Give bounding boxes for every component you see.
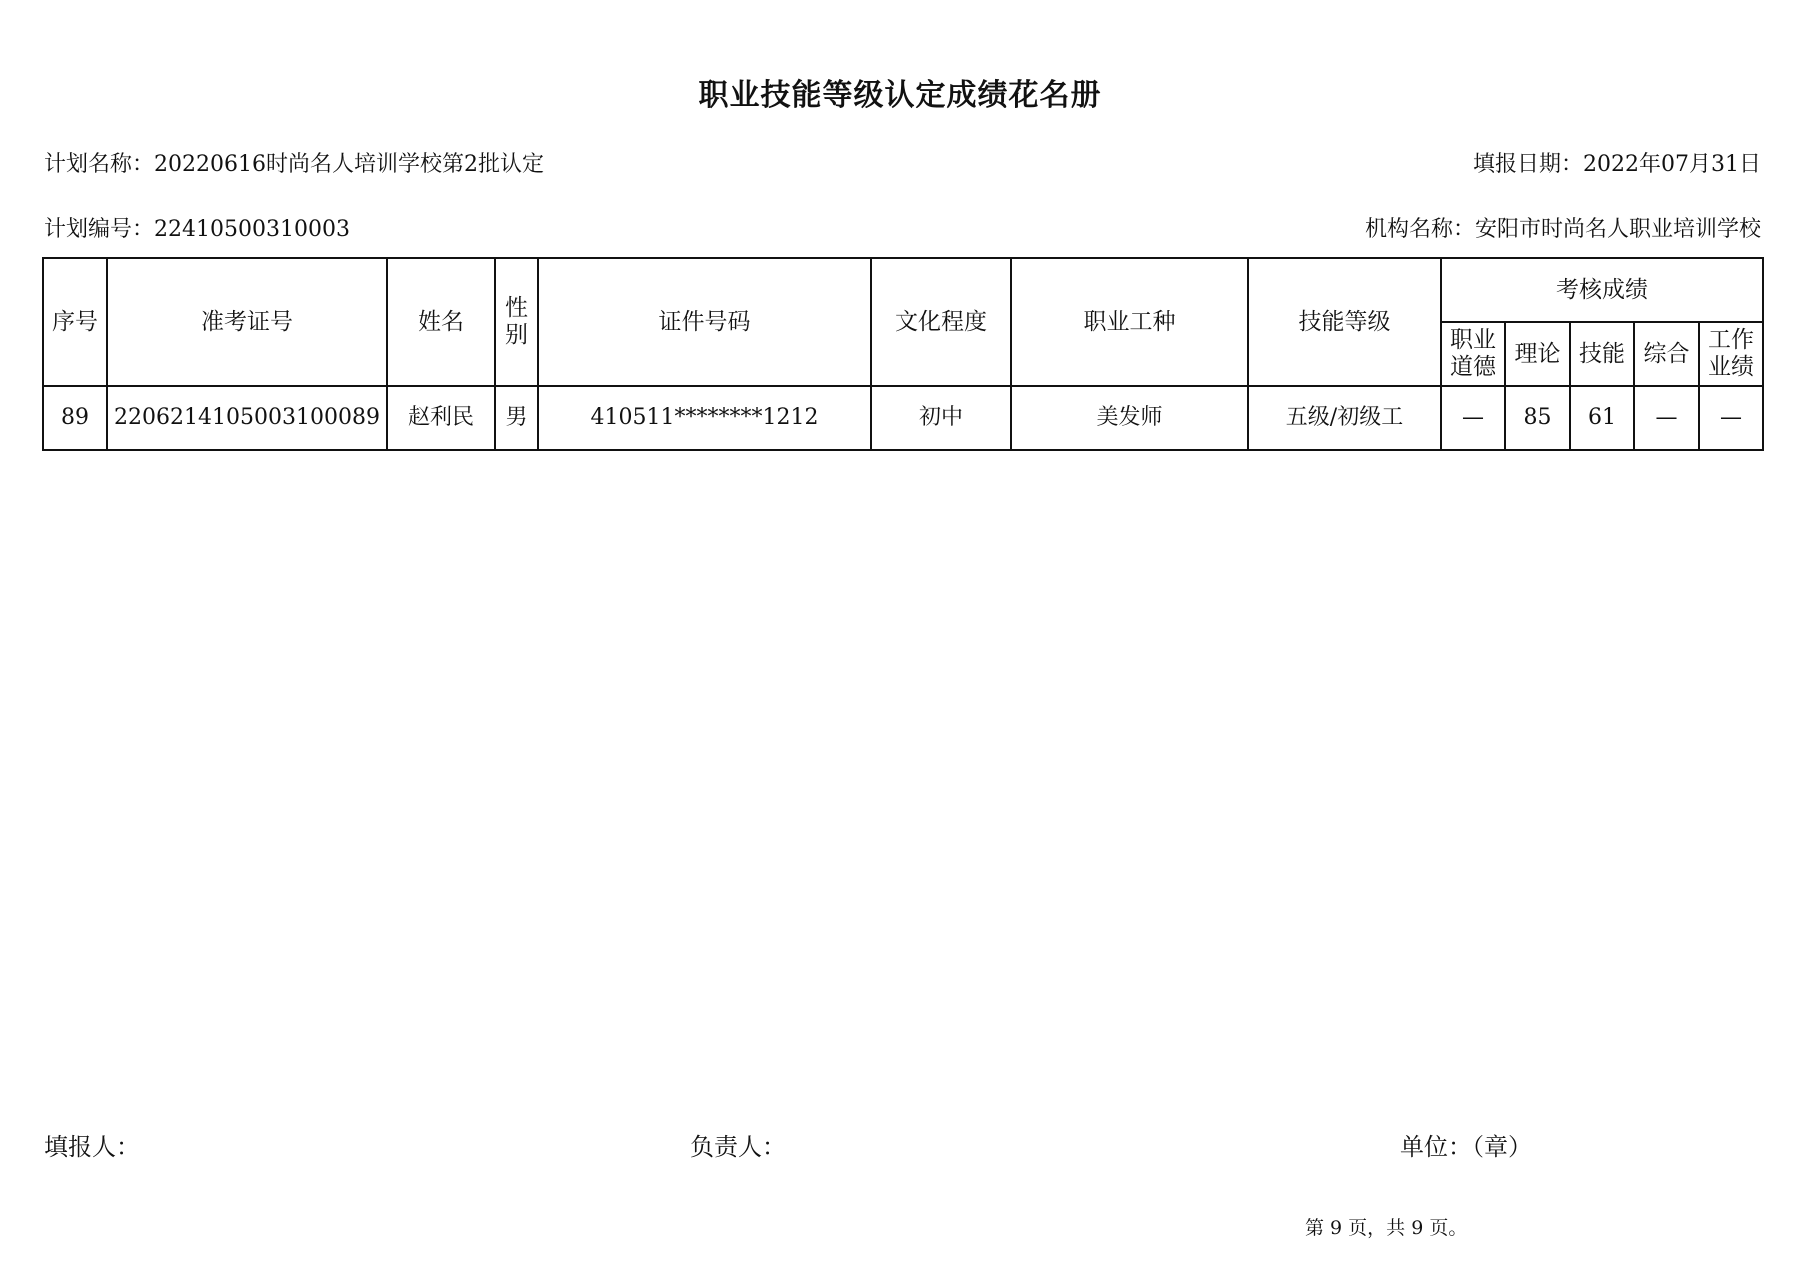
col-name-header: 姓名	[387, 258, 495, 386]
cell-id-no: 410511********1212	[538, 386, 871, 450]
col-id-no-header: 证件号码	[538, 258, 871, 386]
cell-skill-level: 五级/初级工	[1248, 386, 1441, 450]
ethics-header-line1: 职业	[1450, 327, 1496, 353]
cell-theory: 85	[1505, 386, 1570, 450]
cell-work: —	[1699, 386, 1763, 450]
col-gender-header	[495, 258, 538, 386]
col-work-header	[1699, 322, 1763, 386]
gender-header-line1: 性	[505, 295, 528, 321]
plan-name: 计划名称：20220616时尚名人培训学校第2批认定	[44, 152, 544, 177]
col-skill-level-header: 技能等级	[1248, 258, 1441, 386]
ethics-header-line2: 道德	[1450, 354, 1496, 380]
table-row	[43, 386, 1763, 450]
report-date: 填报日期：2022年07月31日	[1473, 152, 1761, 177]
col-education-header: 文化程度	[871, 258, 1011, 386]
page-number: 第 9 页，共 9 页。	[1305, 1217, 1468, 1239]
col-theory-header: 理论	[1505, 322, 1570, 386]
gender-header-line2: 别	[505, 322, 528, 348]
col-comprehensive-header: 综合	[1634, 322, 1699, 386]
unit-seal-label: 单位：（章）	[1400, 1133, 1532, 1161]
cell-seq: 89	[43, 386, 107, 450]
organization-name: 机构名称：安阳市时尚名人职业培训学校	[1364, 217, 1761, 242]
work-header-line1: 工作	[1708, 327, 1754, 353]
col-occupation-header: 职业工种	[1011, 258, 1248, 386]
responsible-label: 负责人：	[690, 1133, 786, 1161]
cell-gender: 男	[495, 386, 538, 450]
cell-name: 赵利民	[387, 386, 495, 450]
cell-skill: 61	[1570, 386, 1634, 450]
header-row	[43, 258, 1763, 322]
score-roster-table	[42, 257, 1764, 451]
filler-label: 填报人：	[44, 1133, 140, 1161]
cell-comprehensive: —	[1634, 386, 1699, 450]
plan-number: 计划编号：22410500310003	[44, 217, 350, 242]
cell-exam-no: 2206214105003100089	[107, 386, 387, 450]
work-header-line2: 业绩	[1708, 354, 1754, 380]
col-skill-header: 技能	[1570, 322, 1634, 386]
cell-ethics: —	[1441, 386, 1505, 450]
document-title: 职业技能等级认定成绩花名册	[698, 78, 1102, 113]
col-exam-no-header: 准考证号	[107, 258, 387, 386]
cell-education: 初中	[871, 386, 1011, 450]
col-seq-header: 序号	[43, 258, 107, 386]
col-ethics-header	[1441, 322, 1505, 386]
cell-occupation: 美发师	[1011, 386, 1248, 450]
scores-group-header: 考核成绩	[1441, 258, 1763, 322]
